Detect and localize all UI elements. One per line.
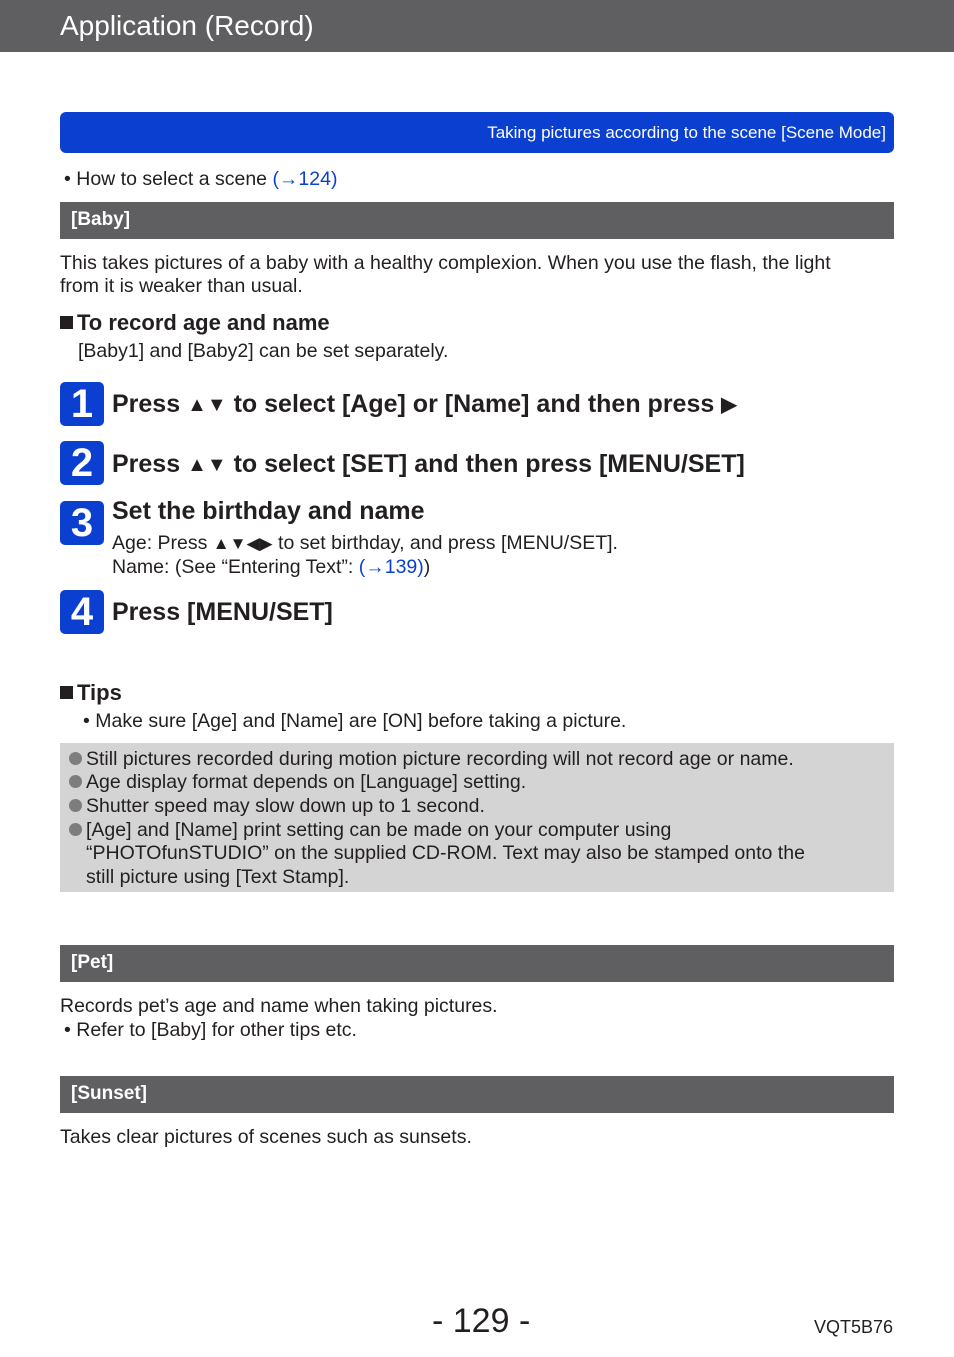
note-text: Age display format depends on [Language] setting.: [86, 771, 527, 793]
step-3-age-pre: Age: Press: [112, 532, 213, 554]
entering-text-page-link[interactable]: (→139): [358, 556, 424, 578]
step-1-text: [112, 389, 737, 419]
square-bullet-icon: [60, 686, 73, 699]
record-heading-text: To record age and name: [77, 310, 330, 335]
note-item: [69, 795, 485, 818]
note-text: Still pictures recorded during motion picture recording will not record age or name.: [86, 748, 794, 770]
header-title: Application (Record): [60, 10, 314, 41]
step-1-number: 1: [60, 382, 104, 426]
section-pet-bar: [60, 945, 894, 982]
step-3-age-line: [112, 532, 618, 555]
step-4-text: Press [MENU/SET]: [112, 598, 333, 626]
step-3-number: 3: [60, 501, 104, 545]
baby-desc-line1: This takes pictures of a baby with a healthy complexion. When you use the flash, the light: [60, 252, 831, 274]
note-item: [69, 748, 794, 771]
tips-heading-text: Tips: [77, 680, 122, 705]
step-3-text: Set the birthday and name: [112, 497, 425, 525]
section-pet-title: [Pet]: [71, 952, 114, 973]
topic-banner: [60, 112, 894, 153]
sunset-line1: Takes clear pictures of scenes such as sunsets.: [60, 1126, 472, 1148]
round-bullet-icon: [69, 752, 82, 765]
step-2-pre: Press: [112, 450, 188, 478]
section-sunset-title: [Sunset]: [71, 1083, 147, 1104]
document-code: VQT5B76: [814, 1317, 894, 1337]
step-3-name-line: [112, 556, 430, 579]
step-2-body: to select [SET] and then press [MENU/SET]: [226, 450, 745, 478]
record-note: [Baby1] and [Baby2] can be set separately.: [78, 340, 449, 362]
note-item: [69, 819, 671, 842]
note-text: [Age] and [Name] print setting can be made on your computer using: [86, 819, 672, 841]
up-down-arrow-icon: ▲▼: [187, 394, 227, 416]
round-bullet-icon: [69, 823, 82, 836]
note-continuation: “PHOTOfunSTUDIO” on the supplied CD-ROM. Text may also be stamped onto the: [86, 842, 805, 864]
step-2-text: [112, 449, 745, 479]
section-baby-bar: [60, 202, 894, 239]
four-way-arrow-icon: ▲▼◀▶: [212, 534, 273, 553]
header-bar: [0, 0, 954, 52]
record-heading: [60, 310, 330, 336]
page-number: - 129 -: [432, 1302, 531, 1340]
topic-banner-text: Taking pictures according to the scene [Scene Mode]: [487, 123, 886, 142]
step-1-pre: Press: [112, 390, 188, 418]
pet-line1: Records pet’s age and name when taking pictures.: [60, 995, 498, 1017]
up-down-arrow-icon: ▲▼: [187, 454, 227, 476]
right-arrow-icon: ▶: [721, 394, 737, 416]
step-1-body: to select [Age] or [Name] and then press: [226, 390, 722, 418]
notes-box: [60, 743, 894, 892]
intro-line: [64, 168, 337, 191]
step-3-name-pre: Name: (See “Entering Text”:: [112, 556, 359, 578]
step-3-name-post: ): [423, 556, 431, 578]
note-text: Shutter speed may slow down up to 1 second.: [86, 795, 485, 817]
pet-line2: • Refer to [Baby] for other tips etc.: [64, 1019, 357, 1041]
tips-heading: [60, 680, 122, 706]
section-baby-title: [Baby]: [71, 209, 131, 230]
note-continuation: still picture using [Text Stamp].: [86, 866, 350, 888]
intro-page-link[interactable]: (→124): [272, 168, 338, 190]
step-2-number: 2: [60, 441, 104, 485]
round-bullet-icon: [69, 799, 82, 812]
round-bullet-icon: [69, 775, 82, 788]
step-4-number: 4: [60, 590, 104, 634]
square-bullet-icon: [60, 316, 73, 329]
note-item: [69, 771, 526, 794]
step-3-age-post: to set birthday, and press [MENU/SET].: [272, 532, 618, 554]
tips-item: • Make sure [Age] and [Name] are [ON] before taking a picture.: [83, 710, 627, 732]
baby-desc-line2: from it is weaker than usual.: [60, 275, 303, 297]
intro-text: • How to select a scene: [64, 168, 273, 190]
section-sunset-bar: [60, 1076, 894, 1113]
